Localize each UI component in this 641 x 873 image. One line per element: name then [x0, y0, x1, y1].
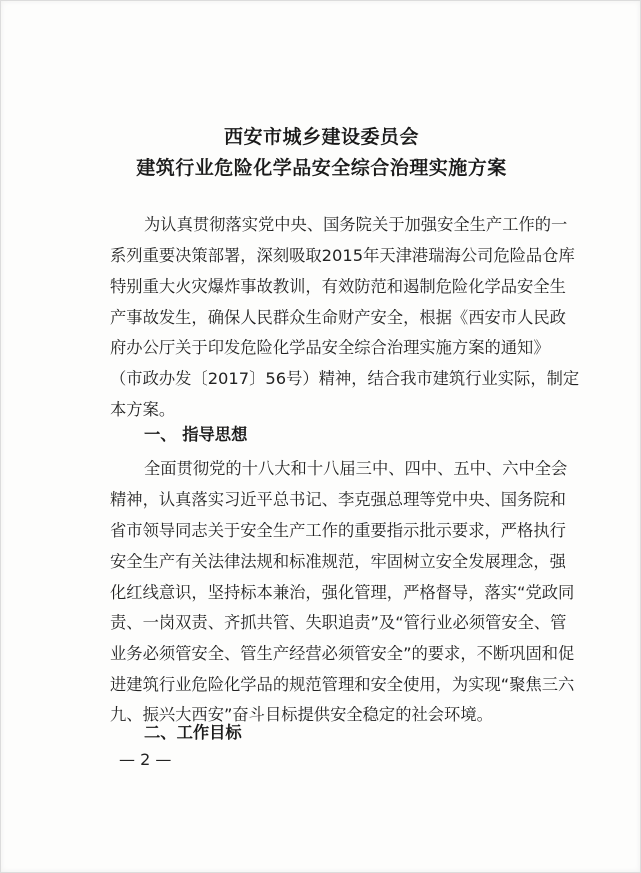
section1-line-5: 化红线意识，坚持标本兼治，强化管理，严格督导，落实“党政同	[110, 583, 575, 602]
section1-line-7: 业务必须管安全、管生产经营必须管安全”的要求，不断巩固和促	[110, 644, 575, 663]
section1-line-1: 全面贯彻党的十八大和十八届三中、四中、五中、六中全会	[144, 459, 568, 478]
section1-line-6: 责、一岗双责、齐抓共管、失职追责”及“管行业必须管安全、管	[110, 613, 567, 632]
page-number: — 2 —	[119, 750, 172, 769]
intro-line-7: 本方案。	[110, 400, 176, 419]
intro-line-6: （市政办发〔2017〕56号）精神，结合我市建筑行业实际，制定	[110, 369, 580, 388]
document-title-line1: 西安市城乡建设委员会	[223, 126, 419, 148]
intro-line-3: 特别重大火灾爆炸事故教训，有效防范和遏制危险化学品安全生	[110, 277, 566, 296]
document-title-line2: 建筑行业危险化学品安全综合治理实施方案	[136, 157, 507, 179]
section1-line-8: 进建筑行业危险化学品的规范管理和安全使用，为实现“聚焦三六	[110, 675, 575, 694]
section2-heading: 二、工作目标	[144, 723, 242, 742]
section1-line-9: 九、振兴大西安”奋斗目标提供安全稳定的社会环境。	[110, 705, 493, 724]
section1-heading: 一、 指导思想	[144, 425, 248, 444]
intro-line-5: 府办公厅关于印发危险化学品安全综合治理实施方案的通知》	[110, 338, 550, 357]
intro-line-1: 为认真贯彻落实党中央、国务院关于加强安全生产工作的一	[144, 215, 568, 234]
intro-line-4: 产事故发生，确保人民群众生命财产安全，根据《西安市人民政	[110, 308, 566, 327]
section1-line-3: 省市领导同志关于安全生产工作的重要指示批示要求，严格执行	[110, 521, 566, 540]
section1-line-2: 精神，认真落实习近平总书记、李克强总理等党中央、国务院和	[110, 490, 566, 509]
section1-line-4: 安全生产有关法律法规和标准规范，牢固树立安全发展理念，强	[110, 552, 566, 571]
intro-line-2: 系列重要决策部署，深刻吸取2015年天津港瑞海公司危险品仓库	[110, 246, 575, 265]
